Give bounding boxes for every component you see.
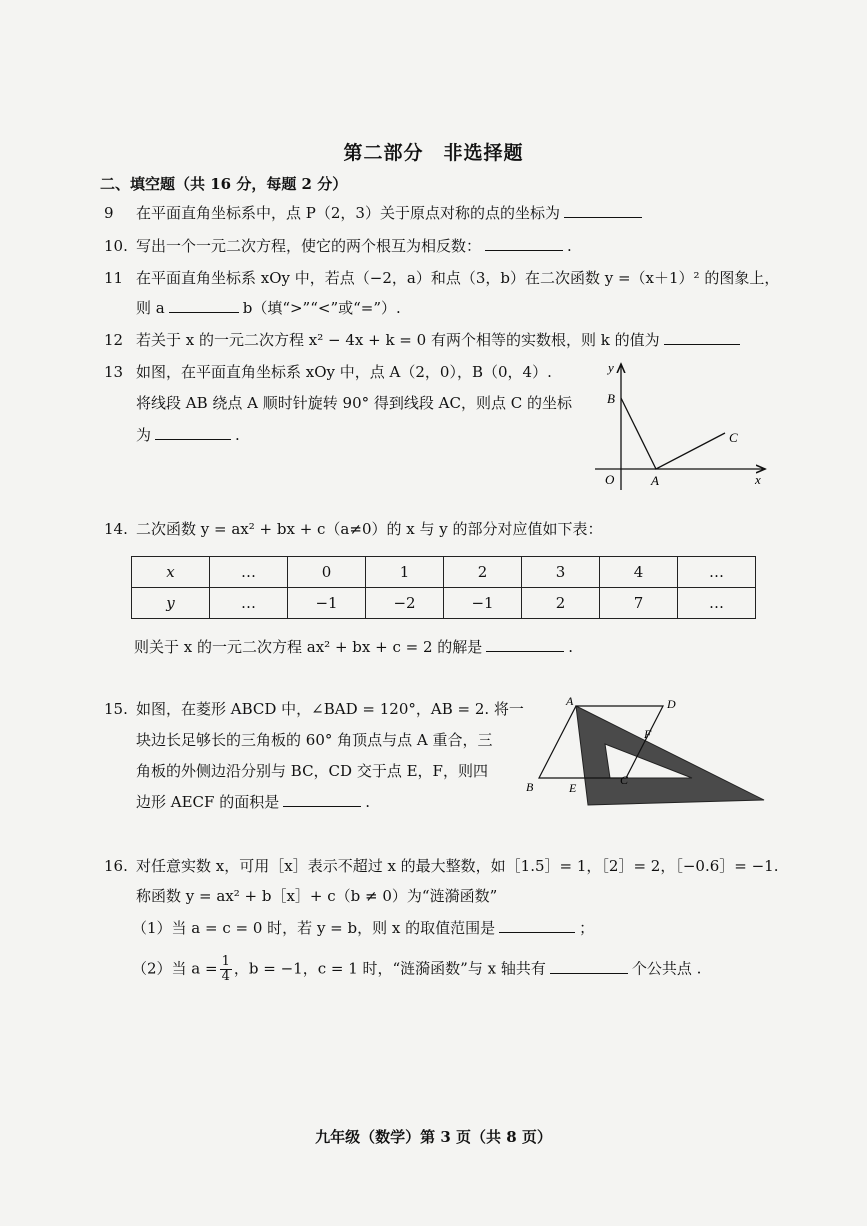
point-a-label: A bbox=[566, 694, 574, 708]
answer-blank[interactable] bbox=[550, 959, 628, 974]
punctuation: . bbox=[568, 638, 574, 656]
table-row-y bbox=[132, 588, 756, 619]
question-text: （2）当 a = bbox=[132, 959, 218, 978]
question-text: 写出一个一元二次方程，使它的两个根互为相反数： bbox=[136, 237, 482, 255]
answer-blank[interactable] bbox=[486, 637, 564, 652]
question-text: 在平面直角坐标系中，点 P（2，3）关于原点对称的点的坐标为 bbox=[136, 204, 560, 222]
answer-blank[interactable] bbox=[169, 298, 239, 313]
question-15-line4 bbox=[136, 792, 370, 812]
question-text: 边形 AECF 的面积是 bbox=[136, 793, 280, 811]
question-text: 二次函数 y = ax² + bx + c（a≠0）的 x 与 y 的部分对应值如下表： bbox=[136, 520, 603, 538]
point-e-label: E bbox=[569, 781, 577, 795]
table-cell: 2 bbox=[444, 557, 522, 588]
question-text: 称函数 y = ax² + b［x］+ c（b ≠ 0）为“涟漪函数” bbox=[136, 887, 498, 905]
question-text: 为 bbox=[136, 426, 152, 444]
question-12 bbox=[104, 330, 744, 350]
table-cell: −1 bbox=[288, 588, 366, 619]
answer-blank[interactable] bbox=[564, 203, 642, 218]
table-cell: 2 bbox=[522, 588, 600, 619]
question-number: 14. bbox=[104, 520, 128, 538]
punctuation: . bbox=[567, 237, 572, 255]
punctuation: . bbox=[235, 426, 240, 444]
question-text: 个公共点 . bbox=[631, 959, 702, 978]
fraction-numerator: 1 bbox=[221, 954, 230, 969]
punctuation: ； bbox=[579, 919, 595, 937]
point-c-label: C bbox=[729, 430, 738, 445]
question-number: 13 bbox=[104, 363, 124, 381]
table-cell: 4 bbox=[600, 557, 678, 588]
origin-label: O bbox=[605, 472, 615, 487]
question-13 bbox=[104, 362, 552, 382]
question-number: 9 bbox=[104, 204, 114, 222]
value-table bbox=[131, 556, 756, 619]
part-title: 第二部分 非选择题 bbox=[343, 142, 524, 164]
point-f-label: F bbox=[644, 727, 652, 741]
table-cell: −2 bbox=[366, 588, 444, 619]
fraction-one-quarter bbox=[220, 955, 232, 984]
point-a-label: A bbox=[651, 473, 659, 488]
question-16-part-2 bbox=[132, 955, 701, 984]
question-text: 将线段 AB 绕点 A 顺时针旋转 90° 得到线段 AC，则点 C 的坐标 bbox=[136, 394, 572, 412]
page-footer: 九年级（数学）第 3 页（共 8 页） bbox=[315, 1128, 552, 1146]
table-cell: x bbox=[132, 557, 210, 588]
question-16 bbox=[104, 856, 778, 876]
question-number: 11 bbox=[104, 269, 124, 287]
answer-blank[interactable] bbox=[155, 425, 231, 440]
section-title: 二、填空题（共 16 分，每题 2 分） bbox=[100, 175, 348, 193]
question-11 bbox=[104, 268, 779, 288]
question-text: b（填“>”“<”或“=”）. bbox=[242, 299, 401, 317]
question-15 bbox=[104, 699, 524, 719]
question-text: 如图，在菱形 ABCD 中，∠BAD = 120°，AB = 2. 将一 bbox=[136, 700, 524, 718]
question-text: 块边长足够长的三角板的 60° 角顶点与点 A 重合，三 bbox=[136, 731, 493, 749]
table-cell: 0 bbox=[288, 557, 366, 588]
set-square bbox=[576, 706, 764, 805]
point-b-label: B bbox=[526, 780, 534, 794]
question-text: 角板的外侧边沿分别与 BC，CD 交于点 E，F，则四 bbox=[136, 762, 488, 780]
table-cell: 7 bbox=[600, 588, 678, 619]
question-text: 如图，在平面直角坐标系 xOy 中，点 A（2，0），B（0，4）. bbox=[136, 363, 552, 381]
y-axis-label: y bbox=[608, 360, 614, 375]
question-16-part-1 bbox=[132, 918, 594, 938]
question-text: 在平面直角坐标系 xOy 中，若点（−2，a）和点（3，b）在二次函数 y =（x＋1）² 的图象上， bbox=[136, 269, 780, 287]
question-text: ，b = −1，c = 1 时，“涟漪函数”与 x 轴共有 bbox=[233, 959, 546, 978]
answer-blank[interactable] bbox=[499, 918, 575, 933]
fraction-denominator: 4 bbox=[221, 969, 230, 984]
question-14 bbox=[104, 519, 603, 539]
figure-13-coordinate-plane bbox=[595, 358, 775, 498]
table-cell: … bbox=[678, 557, 756, 588]
table-cell: … bbox=[210, 588, 288, 619]
figure-15-rhombus-triangle bbox=[520, 692, 770, 818]
question-13-line3 bbox=[136, 425, 240, 445]
table-cell: 1 bbox=[366, 557, 444, 588]
question-number: 12 bbox=[104, 331, 124, 349]
answer-blank[interactable] bbox=[664, 330, 740, 345]
answer-blank[interactable] bbox=[283, 792, 361, 807]
question-text: 若关于 x 的一元二次方程 x² − 4x + k = 0 有两个相等的实数根，则 k 的值为 bbox=[136, 331, 660, 349]
question-number: 16. bbox=[104, 857, 128, 875]
question-text: 则关于 x 的一元二次方程 ax² + bx + c = 2 的解是 bbox=[134, 638, 483, 656]
table-cell: … bbox=[210, 557, 288, 588]
question-9 bbox=[104, 203, 646, 223]
table-cell: y bbox=[132, 588, 210, 619]
question-number: 15. bbox=[104, 700, 128, 718]
table-cell: … bbox=[678, 588, 756, 619]
table-row-x bbox=[132, 557, 756, 588]
table-cell: −1 bbox=[444, 588, 522, 619]
question-text: 对任意实数 x，可用［x］表示不超过 x 的最大整数，如［1.5］= 1，［2］= 2，［−0.6］= −1. bbox=[136, 857, 779, 875]
punctuation: . bbox=[365, 793, 370, 811]
question-text: 则 a bbox=[136, 299, 165, 317]
question-text: （1）当 a = c = 0 时，若 y = b，则 x 的取值范围是 bbox=[132, 919, 496, 937]
question-number: 10. bbox=[104, 237, 128, 255]
question-10 bbox=[104, 236, 572, 256]
point-d-label: D bbox=[667, 697, 676, 711]
question-11-line2 bbox=[136, 298, 401, 318]
segments-ab-ac bbox=[621, 398, 725, 469]
answer-blank[interactable] bbox=[485, 236, 563, 251]
point-b-label: B bbox=[607, 391, 615, 406]
question-14-followup bbox=[134, 637, 573, 657]
point-c-label: C bbox=[620, 773, 629, 787]
table-cell: 3 bbox=[522, 557, 600, 588]
x-axis-label: x bbox=[755, 472, 761, 487]
